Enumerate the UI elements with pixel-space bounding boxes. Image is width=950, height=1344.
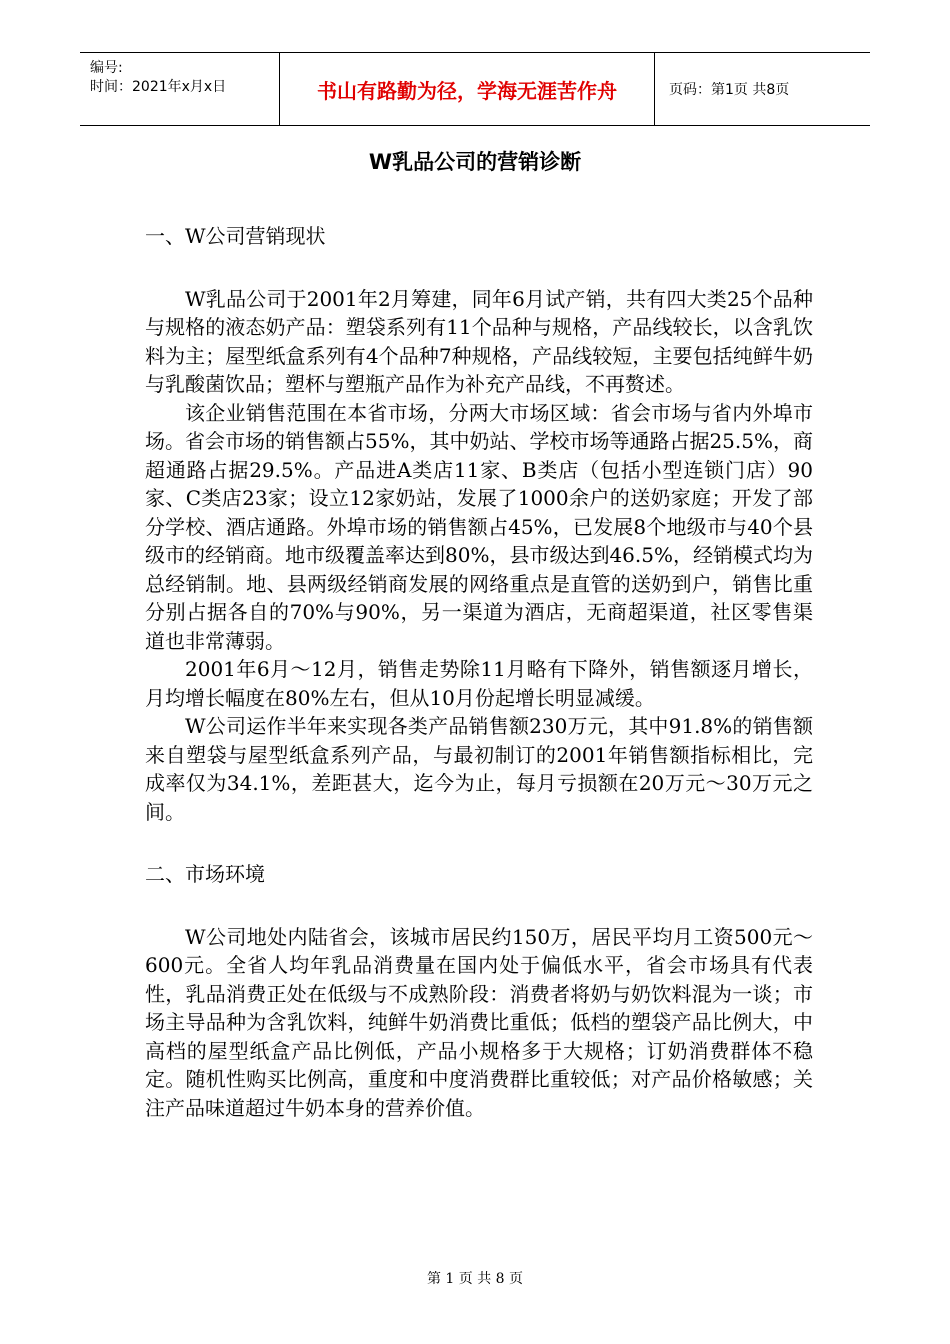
document-title: W乳品公司的营销诊断: [368, 150, 582, 174]
document-number-label: 编号:: [90, 60, 123, 76]
document-body: [145, 222, 813, 1122]
paragraph: 该企业销售范围在本省市场，分两大市场区域：省会市场与省内外埠市场。省会市场的销售额占55%，其中奶站、学校市场等通路占据25.5%，商超通路占据29.5%。产品进A类店11家、B类店（包括小型连锁门店）90家、C类店23家；设立12家奶站，发展了1000余户的送奶家庭；开发了部分学校、酒店通路。外埠市场的销售额占45%，已发展8个地级市与40个县级市的经销商。地市级覆盖率达到80%，县市级达到46.5%，经销模式均为总经销制。地、县两级经销商发展的网络重点是直管的送奶到户，销售比重分别占据各自的70%与90%，另一渠道为酒店，无商超渠道，社区零售渠道也非常薄弱。: [145, 400, 813, 653]
section-heading: 一、W公司营销现状: [145, 224, 326, 248]
paragraph: W公司地处内陆省会，该城市居民约150万，居民平均月工资500元～600元。全省人均年乳品消费量在国内处于偏低水平，省会市场具有代表性，乳品消费正处在低级与不成熟阶段：消费者将奶与奶饮料混为一谈；市场主导品种为含乳饮料，纯鲜牛奶消费比重低；低档的塑袋产品比例大，中高档的屋型纸盒产品比例低，产品小规格多于大规格；订奶消费群体不稳定。随机性购买比例高，重度和中度消费群比重较低；对产品价格敏感；关注产品味道超过牛奶本身的营养价值。: [145, 924, 813, 1120]
paragraph: W乳品公司于2001年2月筹建，同年6月试产销，共有四大类25个品种与规格的液态奶产品：塑袋系列有11个品种与规格，产品线较长，以含乳饮料为主；屋型纸盒系列有4个品种7种规格，产品线较短，主要包括纯鲜牛奶与乳酸菌饮品；塑杯与塑瓶产品作为补充产品线，不再赘述。: [145, 286, 813, 396]
header-page-number: 页码：第1页 共8页: [669, 82, 790, 98]
paragraph: W公司运作半年来实现各类产品销售额230万元，其中91.8%的销售额来自塑袋与屋型纸盒系列产品，与最初制订的2001年销售额指标相比，完成率仅为34.1%，差距甚大，迄今为止，每月亏损额在20万元～30万元之间。: [145, 714, 813, 824]
header-meta: [80, 53, 280, 125]
page-header: [80, 52, 870, 126]
header-motto: 书山有路勤为径，学海无涯苦作舟: [280, 53, 655, 125]
section-market-environment: [145, 860, 813, 1122]
paragraph: 2001年6月～12月，销售走势除11月略有下降外，销售额逐月增长，月均增长幅度在80%左右，但从10月份起增长明显减缓。: [145, 657, 813, 710]
document-time-label: 时间：2021年x月x日: [90, 79, 227, 95]
page-footer: 第 1 页 共 8 页: [426, 1271, 524, 1287]
section-current-status: [145, 222, 813, 826]
section-heading: 二、市场环境: [145, 862, 265, 886]
